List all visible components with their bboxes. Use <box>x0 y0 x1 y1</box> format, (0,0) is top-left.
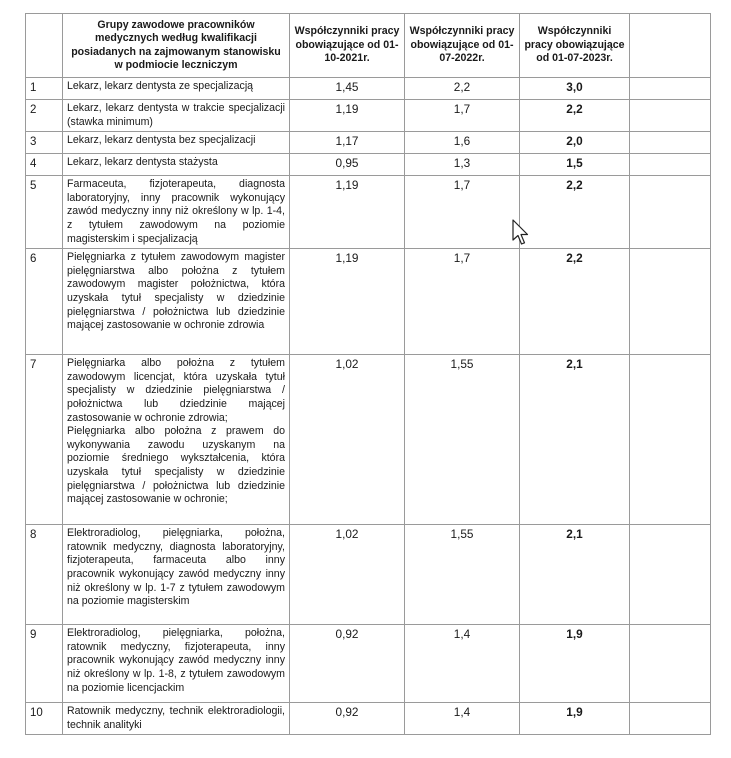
empty-cell <box>630 132 711 154</box>
coef-2023-cell: 2,2 <box>520 176 630 249</box>
coef-2023-cell: 1,9 <box>520 625 630 703</box>
table-row <box>26 355 711 525</box>
coef-2022-cell: 1,55 <box>405 525 520 625</box>
coef-2022-cell: 1,6 <box>405 132 520 154</box>
coef-2023-cell: 1,5 <box>520 154 630 176</box>
row-description: Farmaceuta, fizjoterapeuta, diagnosta laboratoryjny, inny pracownik wykonujący zawód medyczny inny niż określony w lp. 1-4, z tytułem zawodowym na poziomie magisterskim i specjalizacją <box>63 176 290 249</box>
coef-2021-cell: 1,02 <box>290 525 405 625</box>
empty-cell <box>630 355 711 525</box>
table-row <box>26 249 711 355</box>
table-row <box>26 525 711 625</box>
coefficients-table <box>25 13 711 735</box>
coef-2023-cell: 2,2 <box>520 249 630 355</box>
empty-cell <box>630 154 711 176</box>
coef-2021-cell: 0,92 <box>290 625 405 703</box>
row-description: Elektroradiolog, pielęgniarka, położna, ratownik medyczny, diagnosta laboratoryjny, fizjoterapeuta, farmaceuta albo inny pracownik wykonujący zawód medyczny inny niż określony w lp. 1-7 z tytułem zawodowym na poziomie magisterskim <box>63 525 290 625</box>
header-coef-2021: Współczynniki pracy obowiązujące od 01-10-2021r. <box>290 14 405 78</box>
empty-cell <box>630 525 711 625</box>
row-number: 8 <box>26 525 63 625</box>
row-description: Elektroradiolog, pielęgniarka, położna, ratownik medyczny, fizjoterapeuta, inny pracownik wykonujący zawód medyczny inny niż określony w lp. 1-8, z tytułem zawodowym na poziomie licencjackim <box>63 625 290 703</box>
empty-cell <box>630 249 711 355</box>
row-description: Lekarz, lekarz dentysta ze specjalizacją <box>63 78 290 100</box>
empty-cell <box>630 703 711 735</box>
header-coef-2022: Współczynniki pracy obowiązujące od 01-07-2022r. <box>405 14 520 78</box>
header-no <box>26 14 63 78</box>
coef-2022-cell: 1,55 <box>405 355 520 525</box>
row-number: 2 <box>26 100 63 132</box>
mouse-cursor-icon <box>511 219 531 247</box>
table-row <box>26 132 711 154</box>
row-description: Lekarz, lekarz dentysta bez specjalizacji <box>63 132 290 154</box>
empty-cell <box>630 78 711 100</box>
coef-2022-cell: 1,4 <box>405 703 520 735</box>
empty-cell <box>630 100 711 132</box>
coef-2023-cell: 2,1 <box>520 355 630 525</box>
row-number: 6 <box>26 249 63 355</box>
table-header-row <box>26 14 711 78</box>
coef-2022-cell: 1,7 <box>405 100 520 132</box>
coef-2023-cell: 2,2 <box>520 100 630 132</box>
row-number: 3 <box>26 132 63 154</box>
table-row <box>26 176 711 249</box>
table-row <box>26 703 711 735</box>
coef-2021-cell: 0,95 <box>290 154 405 176</box>
row-number: 4 <box>26 154 63 176</box>
empty-cell <box>630 176 711 249</box>
coef-2021-cell: 1,02 <box>290 355 405 525</box>
row-description: Pielęgniarka albo położna z tytułem zawodowym licencjat, która uzyskała tytuł specjalisty w dziedzinie pielęgniarstwa / położnictwa lub dziedzinie mającej zastosowanie w ochronie zdrowia; Pielęgniarka albo położna z prawem do wykonywania zawodu uzyskanym na poziomie średniego wykształcenia, która uzyskała tytuł specjalisty w dziedzinie pielęgniarstwa / położnictwa lub dziedzinie mającej zastosowanie w ochronie; <box>63 355 290 525</box>
row-description: Ratownik medyczny, technik elektroradiologii, technik analityki <box>63 703 290 735</box>
empty-cell <box>630 625 711 703</box>
row-number: 1 <box>26 78 63 100</box>
row-description: Pielęgniarka z tytułem zawodowym magister pielęgniarstwa albo położna z tytułem zawodowym magister położnictwa, która uzyskała tytuł specjalisty w dziedzinie pielęgniarstwa / położnictwa lub dziedzinie mającej zastosowanie w ochronie zdrowia <box>63 249 290 355</box>
coef-2021-cell: 1,19 <box>290 249 405 355</box>
table-row <box>26 100 711 132</box>
coef-2021-cell: 1,19 <box>290 176 405 249</box>
coef-2023-cell: 3,0 <box>520 78 630 100</box>
coef-2022-cell: 1,4 <box>405 625 520 703</box>
coef-2022-cell: 1,3 <box>405 154 520 176</box>
table-row <box>26 78 711 100</box>
header-coef-2023: Współczynniki pracy obowiązujące od 01-07-2023r. <box>520 14 630 78</box>
row-number: 10 <box>26 703 63 735</box>
row-number: 5 <box>26 176 63 249</box>
coef-2021-cell: 1,19 <box>290 100 405 132</box>
coef-2023-cell: 1,9 <box>520 703 630 735</box>
header-empty <box>630 14 711 78</box>
row-description: Lekarz, lekarz dentysta stażysta <box>63 154 290 176</box>
row-number: 9 <box>26 625 63 703</box>
coef-2021-cell: 1,45 <box>290 78 405 100</box>
coef-2021-cell: 0,92 <box>290 703 405 735</box>
coef-2022-cell: 1,7 <box>405 176 520 249</box>
coef-2023-cell: 2,0 <box>520 132 630 154</box>
table-row <box>26 625 711 703</box>
table-row <box>26 154 711 176</box>
coef-2023-cell: 2,1 <box>520 525 630 625</box>
row-description: Lekarz, lekarz dentysta w trakcie specjalizacji (stawka minimum) <box>63 100 290 132</box>
header-groups: Grupy zawodowe pracowników medycznych według kwalifikacji posiadanych na zajmowanym stanowisku w podmiocie leczniczym <box>63 14 290 78</box>
coef-2022-cell: 1,7 <box>405 249 520 355</box>
row-number: 7 <box>26 355 63 525</box>
coef-2022-cell: 2,2 <box>405 78 520 100</box>
coef-2021-cell: 1,17 <box>290 132 405 154</box>
